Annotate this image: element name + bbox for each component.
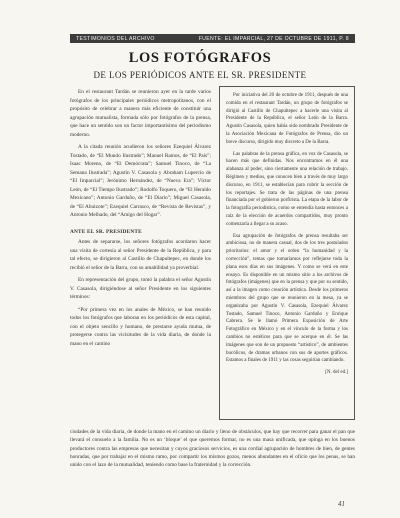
header-section-label: TESTIMONIOS DEL ARCHIVO	[76, 35, 155, 42]
box-paragraph: Las palabras de la prensa gráfica, en voz de Casasola, se hacen más que definidas. Nos encontramos en él una alabanza al poder, sino ciertamente una relación de trabajo. Régimen y medios, que conocen bien a través de muy largo discurso, en 1911, se establecían para cubrir la sección de los reportajes. Se trata de las páginas de una prensa financiada por el gobierno porfirista. La etapa de la labor de la fotografía periodística, como se entendía hasta entonces a raíz de la elección de acuerdos compartidos, muy pronto comenzaría a llegar a su acaso.	[226, 151, 348, 227]
header-source-label: FUENTE: EL IMPARCIAL, 27 DE OCTUBRE DE 1911, P. 8	[198, 35, 349, 42]
body-paragraph: En representación del grupo, tomó la palabra el señor Agustín V. Casasola, dirigiéndose al señor Presidente en los siguientes términos:	[70, 277, 211, 300]
box-paragraph: Por iniciativa del 20 de octubre de 1911, después de una comida en el restaurant Tardán, un grupo de fotógrafos se dirigió al Castillo de Chapultepec a hacerle una visita al Presidente de la República, el señor León de la Barra. Agustín Casasola, quien había sido nombrado Presidente de la Asociación Mexicana de Fotógrafos de Prensa, dio un breve discurso, dirigido muy discreto a De la Barra.	[226, 93, 348, 145]
box-paragraph: Esa agrupación de fotógrafos de prensa resultaba ser ambiciosa, no de manera casual, dos de los tres postulados prioritarios: el amor y el orden “la humanidad y la corrección”, temas que tomaríamos por reflejarse toda la plana esos días en sus imágenes. Y como se verá en este ensayo. Es disponible en un mismo sitio a los archivos de fotógrafos (imágenes) que en la prensa y que por su sentido, así a la imagen como creación artística. Desde los primeros miembros del grupo que se reunieron en la mesa, ya se organizaba por Agustín V. Casasola, Ezequiel Álvarez Tostado, Samuel Tinoco, Antonio Garduño y Enrique Cabrera. Se le llamó Primera Exposición de Arte Fotográfico en México y en el vínculo de la forma y los cambios no estéticos para que se acerque en él. Se las imágenes que son de un propuesto “artístico”, de ambientes bucólicos, de dramas urbanos con sus de aportes gráficos. Estamos a finales de 1911 y las cosas seguirían cambiando.	[226, 233, 348, 364]
article-subtitle: DE LOS PERIÓDICOS ANTE EL SR. PRESIDENTE	[93, 70, 307, 80]
body-paragraph: “Por primera vez en los anales de México, se han reunido todos los fotógrafos que laboran en los periódicos de esta capital, con el objeto sencillo y humano, de prestarse ayuda mutua, de protegerse contra las vicisitudes de la vida diaria, de donde la mano en el camino	[70, 306, 211, 347]
header-bar	[70, 34, 355, 43]
left-column	[70, 88, 211, 352]
body-paragraph: A la citada reunión acudieron los señores Ezequiel Álvarez Tostado, de “El Mundo Ilustrado”; Manuel Ramos, de “El País”; Isaac Moreno, de “El Demócrata”; Samuel Tinoco, de “La Semana Ilustrada”; Agustín V. Casasola y Abraham Lupercio de “El Imparcial”; Jerónimo Hernández, de “Nueva Era”; Víctor León, de “El Tiempo Ilustrado”; Rodolfo Toquero, de “El Heraldo Mexicano”; Antonio Garduño, de “El Diario”; Miguel Casasola, de “El Abuizote”; Ezequiel Carrasco, de “Revista de Revistas”, y Antonio Melhado, del “Amigo del Hogar”.	[70, 144, 211, 218]
body-paragraph: Antes de separarse, los señores fotógrafos acordaron hacer una visita de cortesía al señor Presidente de la República, y para tal efecto, se dirigieron al Castillo de Chapultepec, en donde los recibió el señor de la Barra, con su amabilidad ya proverbial.	[70, 239, 211, 271]
article-title: LOS FOTÓGRAFOS	[128, 50, 272, 66]
editor-signature: [N. del ed.]	[325, 370, 348, 376]
editor-note-box	[219, 86, 355, 420]
section-subhead: ANTE EL SR. PRESIDENTE	[70, 228, 142, 235]
bottom-text-block	[70, 428, 355, 469]
page-number: 41	[338, 500, 345, 508]
body-paragraph: En el restaurant Tardán se reunieron ayer en la tarde varios fotógrafos de los principales periódicos metropolitanos, con el propósito de celebrar a manera más eficiente de constituir una agrupación mutualista, formada sólo por fotógrafos de la prensa, que hace un sentido son un factor importantísimo del periodismo moderno.	[70, 89, 211, 138]
body-paragraph: ciudades de la vida diaria, de donde la mano en el camino un diario y lleno de obstáculos, que hay que recorrer para ganar el pan que llevará el consuelo a la familia. No es un ‘bloque’ el que queremos formar, no es una masa unificada, que opinga en los buenos productores contra las empresas que necesitan y cuyos graciosos servicios, es una cordial agrupación de hombres de bien, de gentes honradas, que por trabajar en el mismo ramo, por compartir los mismos gozos, menos abundantes en el oficio que los penas, se han unido con el lazo de la mutualidad, teniendo como base la fraternidad y la corrección.	[70, 429, 355, 469]
